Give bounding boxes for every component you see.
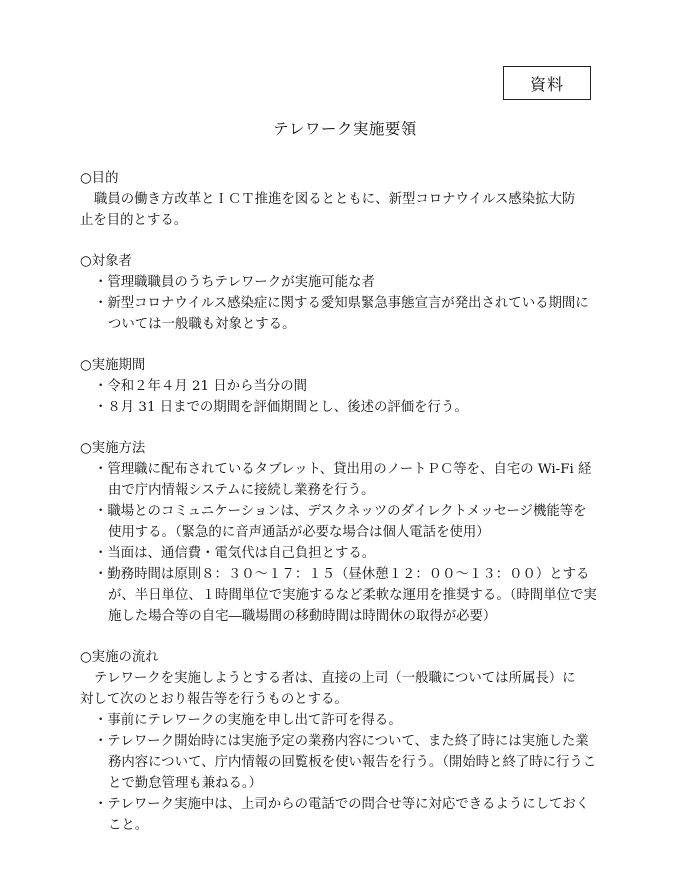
method-bullet-4-cont-2: 施した場合等の自宅―職場間の移動時間は時間休の取得が必要） [108, 609, 497, 624]
flow-bullet-1: ・事前にテレワークの実施を申し出て許可を得る。 [94, 713, 402, 728]
document-badge: 資料 [503, 66, 591, 100]
target-bullet-1: ・管理職職員のうちテレワークが実施可能な者 [94, 275, 375, 290]
flow-text-line-2: 対して次のとおり報告等を行うものとする。 [80, 692, 348, 707]
section-heading-method: ○実施方法 [80, 441, 146, 456]
period-bullet-2: ・８月 31 日までの期間を評価期間とし、後述の評価を行う。 [94, 400, 468, 415]
flow-text-line-1: テレワークを実施しようとする者は、直接の上司（一般職については所属長）に [94, 671, 576, 686]
target-bullet-2: ・新型コロナウイルス感染症に関する愛知県緊急事態宣言が発出されている期間に [94, 296, 589, 311]
document-title: テレワーク実施要領 [273, 120, 417, 138]
method-bullet-2: ・職場とのコミュニケーションは、デスクネッツのダイレクトメッセージ機能等を [94, 504, 587, 519]
period-bullet-1: ・令和２年４月 21 日から当分の間 [94, 379, 308, 394]
method-bullet-1: ・管理職に配布されているタブレット、貸出用のノートＰＣ等を、自宅の Wi-Fi 経 [94, 462, 592, 477]
purpose-text-line-1: 職員の働き方改革とＩＣＴ推進を図るとともに、新型コロナウイルス感染拡大防 [94, 192, 576, 207]
method-bullet-4: ・勤務時間は原則８：３０～１７：１５（昼休憩１２：００～１３：００）とする [94, 567, 590, 582]
method-bullet-4-cont-1: が、半日単位、１時間単位で実施するなど柔軟な運用を推奨する。（時間単位で実 [108, 588, 597, 603]
method-bullet-3: ・当面は、通信費・電気代は自己負担とする。 [94, 546, 376, 561]
section-heading-purpose: ○目的 [80, 171, 119, 186]
target-bullet-2-cont: ついては一般職も対象とする。 [108, 317, 296, 332]
section-heading-period: ○実施期間 [80, 358, 146, 373]
method-bullet-2-cont: 使用する。（緊急的に音声通話が必要な場合は個人電話を使用） [108, 525, 490, 540]
flow-bullet-2: ・テレワーク開始時には実施予定の業務内容について、また終了時には実施した業 [94, 734, 589, 749]
flow-bullet-3-cont: こと。 [108, 818, 149, 833]
method-bullet-1-cont: 由で庁内情報システムに接続し業務を行う。 [108, 483, 375, 498]
flow-bullet-2-cont-1: 務内容について、庁内情報の回覧板を使い報告を行う。（開始時と終了時に行うこ [108, 755, 597, 770]
flow-bullet-3: ・テレワーク実施中は、上司からの電話での問合せ等に対応できるようにしておく [94, 797, 590, 812]
section-heading-flow: ○実施の流れ [80, 650, 159, 665]
section-heading-target: ○対象者 [80, 254, 132, 269]
purpose-text-line-2: 止を目的とする。 [80, 213, 188, 228]
flow-bullet-2-cont-2: とで勤怠管理も兼ねる。） [108, 776, 262, 791]
